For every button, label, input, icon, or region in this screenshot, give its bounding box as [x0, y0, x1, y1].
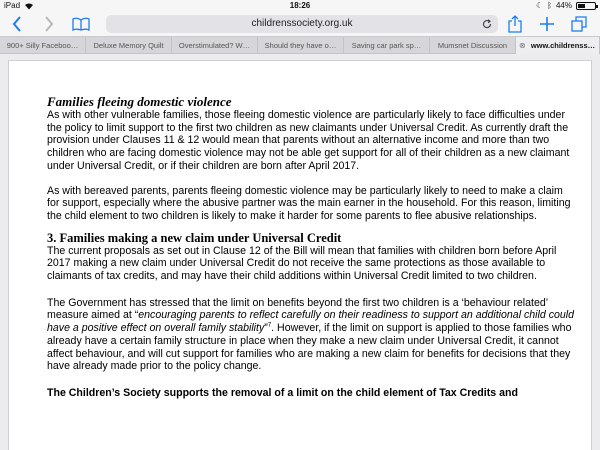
- tab-bar: [0, 36, 600, 54]
- share-button[interactable]: [506, 15, 524, 33]
- battery-fill: [578, 4, 585, 8]
- tab-3[interactable]: [172, 37, 258, 54]
- show-tabs-button[interactable]: [570, 15, 588, 33]
- device-name: iPad: [4, 1, 21, 10]
- share-icon: [508, 15, 522, 33]
- heading-domestic-violence: Families fleeing domestic violence: [47, 94, 232, 109]
- paragraph-3: [47, 245, 577, 283]
- paragraph-4-text-b: ”: [264, 322, 268, 335]
- url-text: childrenssociety.org.uk: [251, 18, 353, 29]
- browser-toolbar: [0, 12, 600, 36]
- tab-label: Overstimulated? W…: [178, 41, 251, 50]
- open-book-icon: [72, 17, 90, 31]
- status-bar: [0, 0, 600, 12]
- chevron-right-icon: [44, 16, 54, 32]
- paragraph-4-text-c: . However, if the limit on support is applied to those families who already have a certain family structure in place when they make a new claim under Universal Credit, it cannot affect behaviour, and will cut support for families who are making a new claim for benefits for decisions that they have already made prior to the policy change.: [47, 322, 572, 373]
- tab-label: Should they have o…: [264, 41, 337, 50]
- status-right: [536, 1, 596, 10]
- bookmarks-button[interactable]: [72, 15, 90, 33]
- paragraph-5: The Children’s Society supports the removal of a limit on the child element of Tax Credits and: [47, 386, 518, 399]
- reload-button[interactable]: [482, 15, 492, 35]
- plus-icon: [539, 16, 555, 32]
- moon-icon: ☾: [536, 1, 544, 10]
- paragraph-4-quote: encouraging parents to reflect carefully on their readiness to support an additional child could have a positive effect on overall family stability: [47, 309, 575, 335]
- new-tab-button[interactable]: [538, 15, 556, 33]
- tab-1[interactable]: [0, 37, 86, 54]
- web-viewport[interactable]: [0, 54, 600, 450]
- tab-label: Deluxe Memory Quilt: [93, 41, 164, 50]
- tab-5[interactable]: [344, 37, 430, 54]
- battery-icon: [576, 2, 596, 10]
- footnote-ref[interactable]: 7: [267, 322, 272, 329]
- tab-label: Saving car park sp…: [351, 41, 422, 50]
- tab-4[interactable]: [258, 37, 344, 54]
- status-time: 18:26: [289, 1, 311, 10]
- tab-6[interactable]: [430, 37, 516, 54]
- paragraph-4-text-a: The Government has stressed that the limit on benefits beyond the first two children is a ‘behaviour related’ measure aimed at “: [47, 296, 548, 322]
- reload-icon: [482, 19, 492, 29]
- chevron-left-icon: [12, 16, 22, 32]
- forward-button[interactable]: [40, 15, 58, 33]
- document-page: [8, 60, 592, 450]
- document-content: [47, 95, 577, 400]
- tabs-icon: [571, 16, 587, 32]
- paragraph-2: As with bereaved parents, parents fleeing domestic violence may be particularly likely to need to make a claim for support, especially where the abusive partner was the main earner in the household. For this reason, limiting the child element to two children is likely to make it harder for some parents to flee abusive relationships.: [47, 184, 571, 222]
- back-button[interactable]: [8, 15, 26, 33]
- tab-active[interactable]: [516, 37, 600, 54]
- close-tab-icon[interactable]: ⊗: [519, 41, 526, 50]
- bluetooth-icon: ᛒ: [547, 1, 552, 10]
- tab-2[interactable]: [86, 37, 172, 54]
- heading-new-claim: 3. Families making a new claim under Universal Credit: [47, 230, 342, 245]
- paragraph-1: As with other vulnerable families, those fleeing domestic violence are particularly likely to face difficulties under the policy to limit support to the first two children as new claimants under Universal Credit. As currently draft the provision under Clauses 11 & 12 would mean that parents without an alternative income and more than two children who are facing domestic violence may not be able get support for all of their children as a new claimant under Universal Credit, or if their children are born after April 2017.: [47, 109, 570, 172]
- paragraph-4: [47, 297, 577, 373]
- paragraph-3-text: The current proposals as set out in Clause 12 of the Bill will mean that families with children born before April 2017 making a new claim under Universal Credit do not receive the same protections as those available to claimants of tax credits, and may have their child additions within Universal Credit limited to two children.: [47, 244, 557, 283]
- address-bar[interactable]: [106, 15, 498, 33]
- tab-label: www.childrenss…: [530, 41, 596, 50]
- battery-percent: 44%: [555, 1, 572, 10]
- tab-label: Mumsnet Discussion: [437, 41, 508, 50]
- tab-label: 900+ Silly Faceboo…: [6, 41, 79, 50]
